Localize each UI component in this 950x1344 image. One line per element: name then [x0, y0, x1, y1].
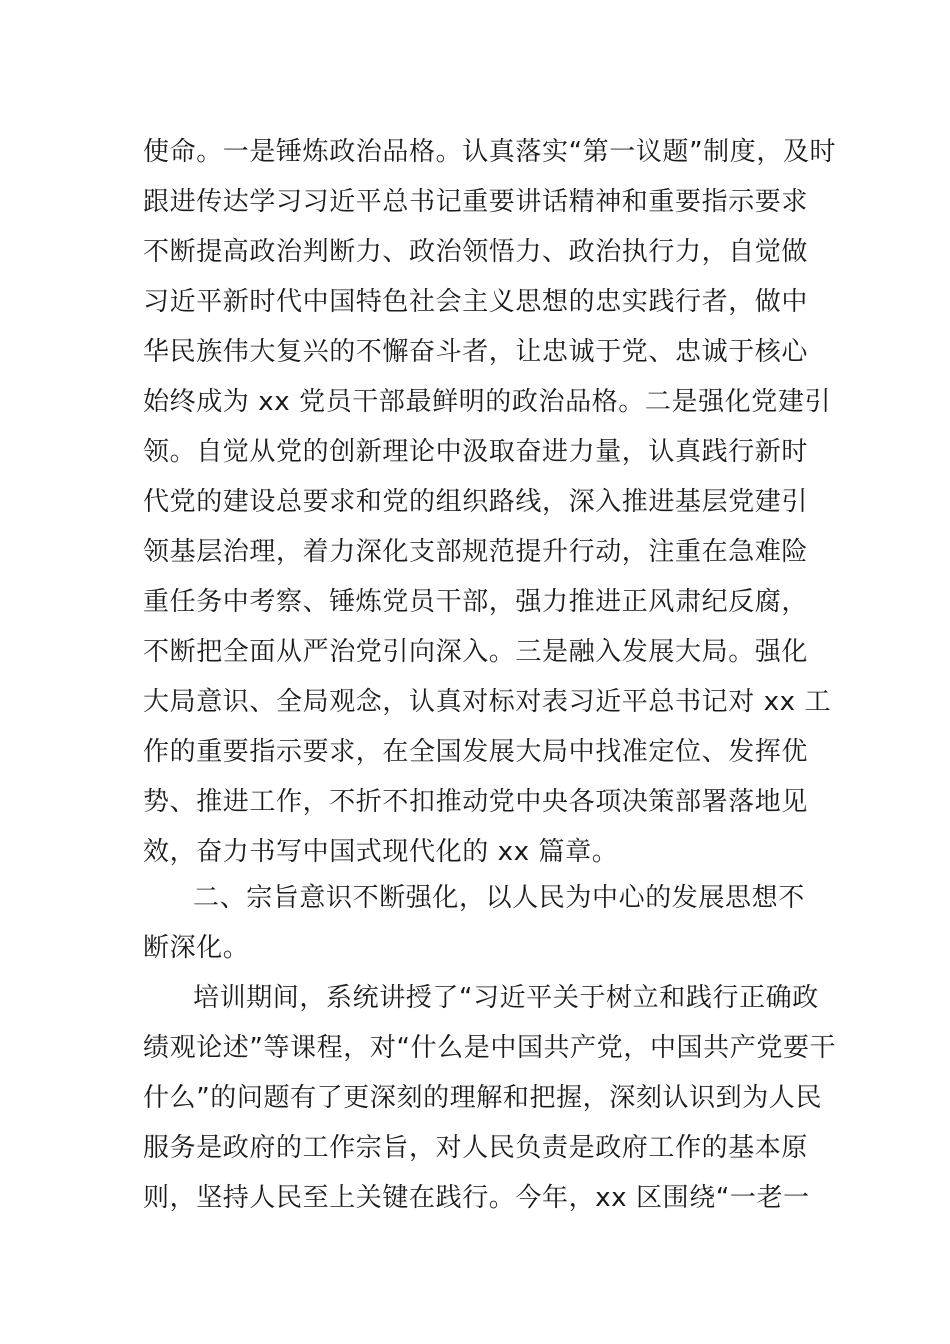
text-line: 什么”的问题有了更深刻的理解和把握，深刻认识到为人民 [143, 1083, 823, 1113]
text-line: 领。自觉从党的创新理论中汲取奋进力量，认真践行新时 [143, 437, 809, 467]
text-line: 不断提高政治判断力、政治领悟力、政治执行力，自觉做 [143, 237, 809, 267]
text-line: 作的重要指示要求，在全国发展大局中找准定位、发挥优 [143, 737, 809, 767]
text-line: 代党的建设总要求和党的组织路线，深入推进基层党建引 [143, 487, 809, 517]
section-heading-line: 断深化。 [143, 933, 250, 963]
text-line: 习近平新时代中国特色社会主义思想的忠实践行者，做中 [143, 287, 809, 317]
text-line: 始终成为 xx 党员干部最鲜明的政治品格。二是强化党建引 [143, 387, 832, 417]
text-line: 则，坚持人民至上关键在践行。今年，xx 区围绕“一老一 [143, 1183, 810, 1213]
text-line: 重任务中考察、锤炼党员干部，强力推进正风肃纪反腐， [143, 587, 809, 617]
text-line: 领基层治理，着力深化支部规范提升行动，注重在急难险 [143, 537, 809, 567]
text-line: 华民族伟大复兴的不懈奋斗者，让忠诚于党、忠诚于核心 [143, 337, 809, 367]
text-line: 势、推进工作，不折不扣推动党中央各项决策部署落地见 [143, 787, 809, 817]
text-line: 跟进传达学习习近平总书记重要讲话精神和重要指示要求 [143, 187, 809, 217]
text-line: 服务是政府的工作宗旨，对人民负责是政府工作的基本原 [143, 1133, 809, 1163]
text-line: 培训期间，系统讲授了“习近平关于树立和践行正确政 [193, 983, 819, 1013]
text-line: 绩观论述”等课程，对“什么是中国共产党，中国共产党要干 [143, 1033, 837, 1063]
section-heading-line: 二、宗旨意识不断强化，以人民为中心的发展思想不 [193, 883, 805, 913]
text-line: 不断把全面从严治党引向深入。三是融入发展大局。强化 [143, 637, 809, 667]
text-line: 大局意识、全局观念，认真对标对表习近平总书记对 xx 工 [143, 687, 832, 717]
text-line: 效，奋力书写中国式现代化的 xx 篇章。 [143, 837, 619, 867]
text-line: 使命。一是锤炼政治品格。认真落实“第一议题”制度，及时 [143, 137, 837, 167]
